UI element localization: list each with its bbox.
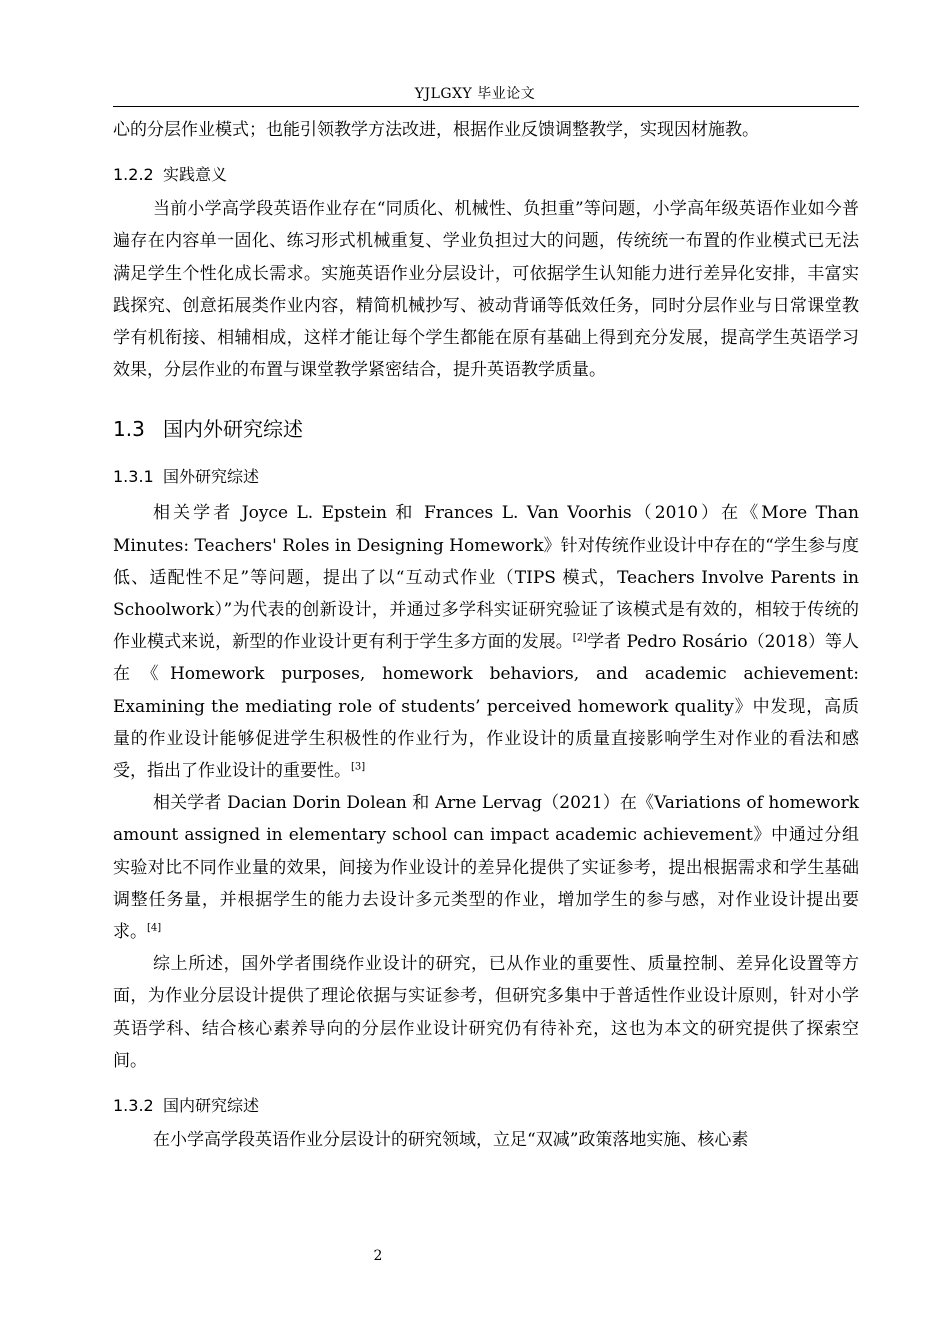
subsection-heading-1-3-1 [113,465,859,489]
page-body [113,114,859,1156]
section-number: 1.3 [113,417,145,442]
citation-3: [3] [351,761,366,773]
paragraph-text: 相关学者 Joyce L. Epstein 和 Frances L. Van Voorhis（2010）在《More Than Minutes: Teachers' Roles in Designing Homework》针对传统作业设计中存在的“学生参与度低、适配性不足”等问题，提出了以“互动式作业（TIPS 模式，Teachers Involve Parents in Schoolwork）”为代表的创新设计，并通过多学科实证研究验证了该模式是有效的，相较于传统的作业模式来说，新型的作业设计更有利于学生多方面的发展。 [113,503,859,653]
running-header: YJLGXY 毕业论文 [414,86,536,102]
citation-4: [4] [147,922,162,934]
subsection-number: 1.2.2 [113,165,154,185]
citation-2: [2] [572,632,587,644]
paragraph-foreign-review-1 [113,497,859,787]
subsection-heading-1-3-2 [113,1094,859,1118]
paragraph-foreign-review-summary: 综上所述，国外学者围绕作业设计的研究，已从作业的重要性、质量控制、差异化设置等方面，为作业分层设计提供了理论依据与实证参考，但研究多集中于普适性作业设计原则，针对小学英语学科、结合核心素养导向的分层作业设计研究仍有待补充，这也为本文的研究提供了探索空间。 [113,954,859,1071]
page-number: 2 [373,1248,383,1264]
section-heading-1-3 [113,415,859,443]
subsection-number: 1.3.2 [113,1096,154,1116]
subsection-heading-1-2-2 [113,163,859,187]
paragraph-text: 学者 Pedro Rosário（2018）等人在《Homework purposes, homework behaviors, and academic achievement: Examining the mediating role of students’ perceived homework quality》中发现，高质量的作业设计能够促进学生积极性的作业行为，作业设计的质量直接影响学生对作业的看法和感受，指出了作业设计的重要性。 [113,632,860,782]
header-rule [113,106,859,107]
paragraph-continued: 心的分层作业模式；也能引领教学方法改进，根据作业反馈调整教学，实现因材施教。 [113,120,759,140]
subsection-title: 实践意义 [163,165,228,185]
section-title: 国内外研究综述 [163,417,303,442]
paragraph-text: 相关学者 Dacian Dorin Dolean 和 Arne Lervag（2021）在《Variations of homework amount assigned in elementary school can impact academic achievement》中通过分组实验对比不同作业量的效果，间接为作业设计的差异化提供了实证参考，提出根据需求和学生基础调整任务量，并根据学生的能力去设计多元类型的作业，增加学生的参与感，对作业设计提出要求。 [113,793,859,943]
subsection-title: 国内研究综述 [163,1096,260,1116]
subsection-title: 国外研究综述 [163,467,260,487]
paragraph-foreign-review-2 [113,787,859,948]
paragraph-domestic-review: 在小学高学段英语作业分层设计的研究领域，立足“双减”政策落地实施、核心素 [153,1130,749,1151]
paragraph-practice-significance: 当前小学高学段英语作业存在“同质化、机械性、负担重”等问题，小学高年级英语作业如今普遍存在内容单一固化、练习形式机械重复、学业负担过大的问题，传统统一布置的作业模式已无法满足学生个性化成长需求。实施英语作业分层设计，可依据学生认知能力进行差异化安排，丰富实践探究、创意拓展类作业内容，精简机械抄写、被动背诵等低效任务，同时分层作业与日常课堂教学有机衔接、相辅相成，这样才能让每个学生都能在原有基础上得到充分发展，提高学生英语学习效果，分层作业的布置与课堂教学紧密结合，提升英语教学质量。 [113,199,859,381]
subsection-number: 1.3.1 [113,467,154,487]
